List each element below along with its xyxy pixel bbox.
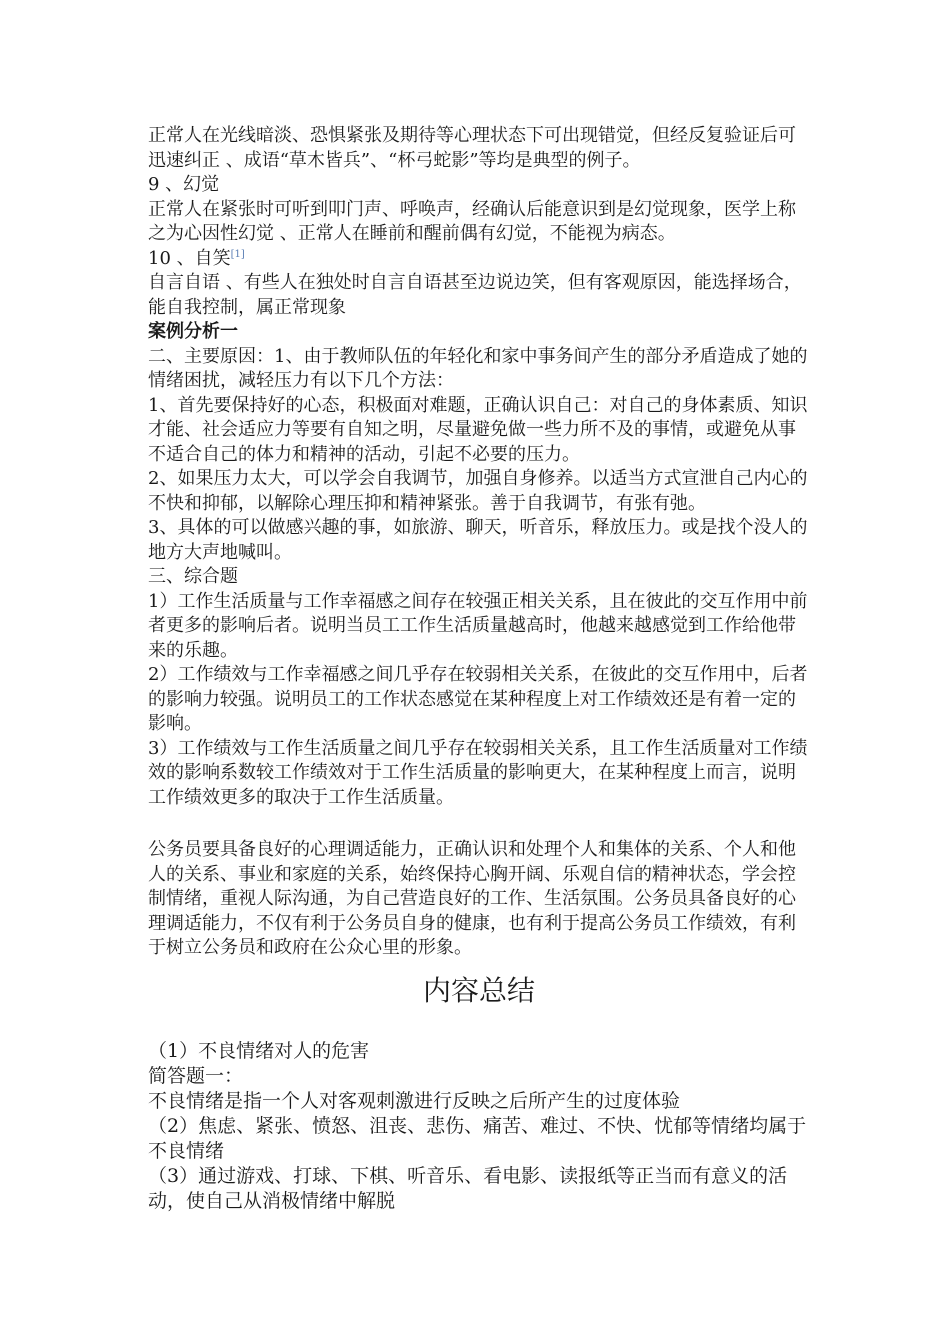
footnote-ref[interactable]: [1] <box>230 248 245 260</box>
document-body <box>148 124 810 1214</box>
paragraph-analysis-2: 2）工作绩效与工作幸福感之间几乎存在较弱相关关系，在彼此的交互作用中，后者的影响力较强。说明员工的工作状态感觉在某种程度上对工作绩效还是有着一定的影响。 <box>148 664 808 734</box>
summary-item-2: （2）焦虑、紧张、愤怒、沮丧、悲伤、痛苦、难过、不快、忧郁等情绪均属于不良情绪 <box>148 1114 807 1162</box>
summary-item-1: （1）不良情绪对人的危害 <box>148 1039 370 1062</box>
paragraph-hallucination: 正常人在紧张时可听到叩门声、呼唤声，经确认后能意识到是幻觉现象，医学上称之为心因性幻觉 、正常人在睡前和醒前偶有幻觉，不能视为病态。 <box>148 198 796 244</box>
heading-hallucination: 9 、幻觉 <box>148 174 220 195</box>
heading-self-laugh-text: 10 、自笑 <box>148 247 231 269</box>
summary-question-label: 简答题一： <box>148 1064 244 1087</box>
paragraph-analysis-1: 1）工作生活质量与工作幸福感之间存在较强正相关关系，且在彼此的交互作用中前者更多的影响后者。说明当员工工作生活质量越高时，他越来越感觉到工作给他带来的乐趣。 <box>148 590 808 661</box>
paragraph-civil-servant: 公务员要具备良好的心理调适能力，正确认识和处理个人和集体的关系、个人和他人的关系、事业和家庭的关系，始终保持心胸开阔、乐观自信的精神状态，学会控制情绪，重视人际沟通，为自己营造良好的工作、生活氛围。公务员具备良好的心理调适能力，不仅有利于公务员自身的健康，也有利于提高公务员工作绩效，有利于树立公务员和政府在公众心里的形象。 <box>148 839 796 958</box>
summary-item-definition: 不良情绪是指一个人对客观刺激进行反映之后所产生的过度体验 <box>148 1089 681 1112</box>
paragraph-method-1: 1、首先要保持好的心态，积极面对难题，正确认识自己：对自己的身体素质、知识才能、社会适应力等要有自知之明，尽量避免做一些力所不及的事情，或避免从事不适合自己的体力和精神的活动，引起不必要的压力。 <box>148 394 808 465</box>
spacer <box>148 810 810 838</box>
paragraph-analysis-3: 3）工作绩效与工作生活质量之间几乎存在较弱相关关系，且工作生活质量对工作绩效的影响系数较工作绩效对于工作生活质量的影响更大，在某种程度上而言，说明工作绩效更多的取决于工作生活质量。 <box>148 737 808 808</box>
paragraph-method-2: 2、如果压力太大，可以学会自我调节，加强自身修养。以适当方式宣泄自己内心的不快和抑郁，以解除心理压抑和精神紧张。善于自我调节，有张有弛。 <box>148 468 808 514</box>
heading-comprehensive: 三、综合题 <box>148 566 238 587</box>
paragraph-illusion: 正常人在光线暗淡、恐惧紧张及期待等心理状态下可出现错觉，但经反复验证后可迅速纠正 、成语“草木皆兵”、“杯弓蛇影”等均是典型的例子。 <box>148 125 796 171</box>
heading-self-laugh <box>148 247 810 272</box>
summary-title: 内容总结 <box>422 973 535 1007</box>
paragraph-self-talk: 自言自语 、有些人在独处时自言自语甚至边说边笑，但有客观原因，能选择场合，能自我控制，属正常现象 <box>148 272 802 318</box>
summary-item-3: （3）通过游戏、打球、下棋、听音乐、看电影、读报纸等正当而有意义的活动，使自己从消极情绪中解脱 <box>148 1164 788 1212</box>
case-analysis-title: 案例分析一 <box>148 321 238 342</box>
paragraph-main-reason: 二、主要原因：1、由于教师队伍的年轻化和家中事务间产生的部分矛盾造成了她的情绪困扰，减轻压力有以下几个方法： <box>148 345 808 391</box>
paragraph-method-3: 3、具体的可以做感兴趣的事，如旅游、聊天，听音乐，释放压力。或是找个没人的地方大声地喊叫。 <box>148 517 808 563</box>
